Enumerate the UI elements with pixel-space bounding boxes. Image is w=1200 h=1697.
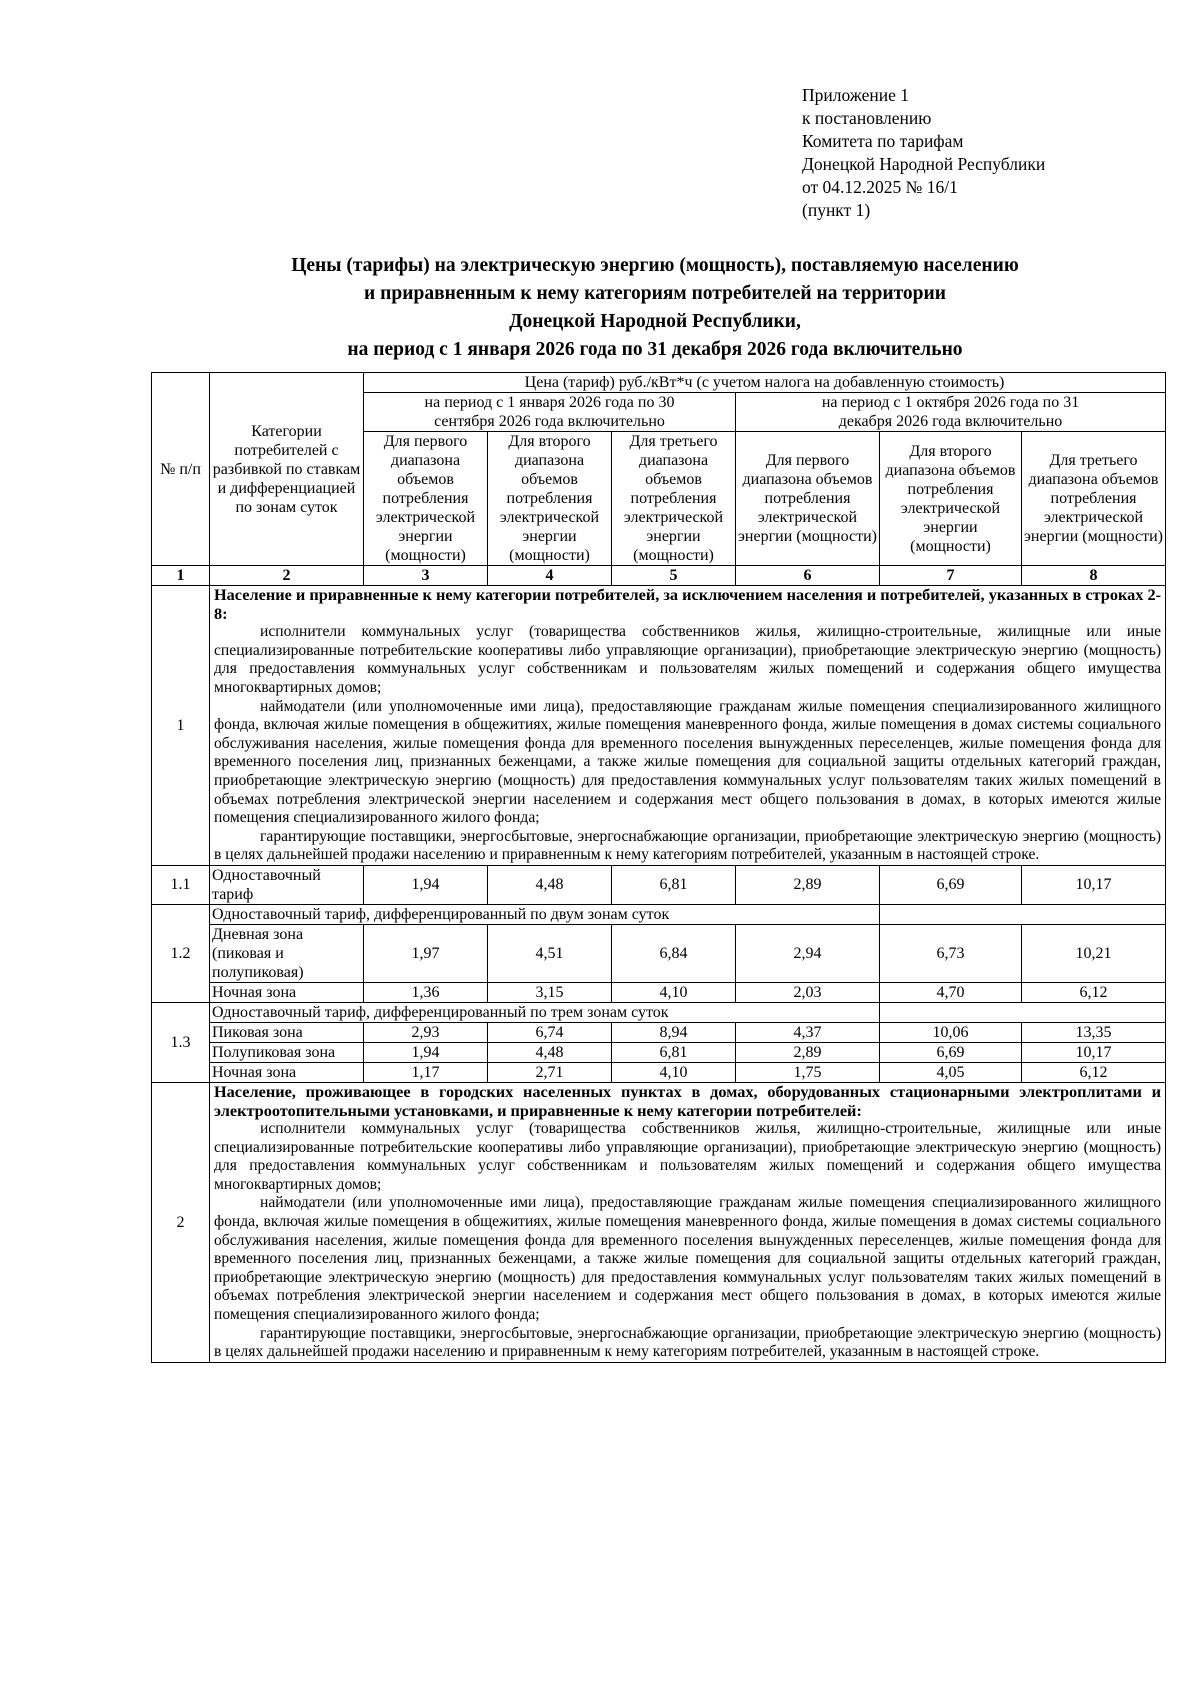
appendix-line: Донецкой Народной Республики [802,154,1046,174]
tariff-value: 1,94 [364,1042,488,1062]
header-num: № п/п [152,373,210,566]
tariff-value: 4,70 [880,982,1022,1002]
tariff-value: 13,35 [1022,1022,1166,1042]
empty-cell [880,904,1166,924]
tariff-value: 4,37 [736,1022,880,1042]
col-number: 8 [1022,566,1166,586]
tariff-table [151,372,1166,1363]
row-label: Ночная зона [210,982,364,1002]
col-number: 3 [364,566,488,586]
row-label: Дневная зона (пиковая и полупиковая) [210,924,364,982]
tariff-value: 6,12 [1022,1062,1166,1082]
appendix-line: Комитета по тарифам [802,131,964,151]
tariff-value: 4,10 [612,982,736,1002]
tariff-value: 8,94 [612,1022,736,1042]
col-number: 4 [488,566,612,586]
subtitle-row [152,1002,1166,1022]
tariff-value: 4,10 [612,1062,736,1082]
section-description [210,1082,1166,1362]
header-price: Цена (тариф) руб./кВт*ч (с учетом налога на добавленную стоимость) [364,373,1166,393]
tariff-row [152,982,1166,1002]
section-row [152,586,1166,866]
title-line: Цены (тарифы) на электрическую энергию (мощность), поставляемую населению [291,255,1019,276]
row-label: Ночная зона [210,1062,364,1082]
tariff-value: 4,51 [488,924,612,982]
tariff-value: 1,94 [364,865,488,904]
row-num: 1.3 [152,1002,210,1082]
row-num: 1.1 [152,865,210,904]
row-label: Одноставочный тариф [210,865,364,904]
tariff-value: 2,89 [736,865,880,904]
document-title [150,252,1160,364]
tariff-value: 2,03 [736,982,880,1002]
tariff-value: 2,89 [736,1042,880,1062]
row-label: Пиковая зона [210,1022,364,1042]
tariff-value: 6,12 [1022,982,1166,1002]
header-period-1: на период с 1 января 2026 года по 30 сентября 2026 года включительно [364,393,736,432]
tariff-value: 6,69 [880,865,1022,904]
header-category: Категории потребителей с разбивкой по ставкам и дифференциацией по зонам суток [210,373,364,566]
title-line: на период с 1 января 2026 года по 31 декабря 2026 года включительно [347,339,963,360]
row-num: 1.2 [152,904,210,1002]
section-heading: Население и приравненные к нему категории потребителей, за исключением населения и потребителей, указанных в строках 2-8: [214,585,1162,623]
tariff-value: 4,48 [488,865,612,904]
col-number: 1 [152,566,210,586]
tariff-value: 6,74 [488,1022,612,1042]
tariff-row [152,865,1166,904]
title-line: и приравненным к нему категориям потребителей на территории [364,283,946,304]
tariff-value: 6,81 [612,865,736,904]
tariff-value: 10,21 [1022,924,1166,982]
section-paragraph: наймодатели (или уполномоченные ими лица), предоставляющие гражданам жилые помещения специализированного жилищного фонда, включая жилые помещения в общежитиях, жилые помещения маневренного фонда, жилые помещения в домах системы социального обслуживания населения, жилые помещения фонда для временного поселения вынужденных переселенцев, жилые помещения фонда для временного поселения лиц, признанных беженцами, а также жилые помещения для социальной защиты отдельных категорий граждан, приобретающие электрическую энергию (мощность) для предоставления коммунальных услуг пользователям таких жилых помещений в объемах потребления электрической энергии населением и содержания мест общего пользования в домах, в которых имеются жилые помещения специализированного жилого фонда; [214,1194,1162,1324]
appendix-block [802,84,1045,222]
tariff-value: 2,71 [488,1062,612,1082]
title-line: Донецкой Народной Республики, [509,311,801,332]
col-number: 6 [736,566,880,586]
section-heading: Население, проживающее в городских населенных пунктах в домах, оборудованных стационарными электроплитами и электроотопительными установками, и приравненные к нему категории потребителей: [214,1081,1162,1120]
tariff-row [152,1042,1166,1062]
header-range-3: Для третьего диапазона объемов потребления электрической энергии (мощности) [1022,432,1166,566]
col-number: 2 [210,566,364,586]
row-subtitle: Одноставочный тариф, дифференцированный по трем зонам суток [210,1002,880,1022]
section-paragraph: гарантирующие поставщики, энергосбытовые, энергоснабжающие организации, приобретающие электрическую энергию (мощность) в целях дальнейшей продажи населению и приравненным к нему категориям потребителей, указанным в настоящей строке. [214,1324,1162,1361]
tariff-value: 6,73 [880,924,1022,982]
tariff-value: 10,17 [1022,865,1166,904]
tariff-value: 6,69 [880,1042,1022,1062]
section-paragraph: исполнители коммунальных услуг (товарищества собственников жилья, жилищно-строительные, жилищные или иные специализированные потребительские кооперативы либо управляющие организации), приобретающие электрическую энергию (мощность) для предоставления коммунальных услуг собственникам и пользователям жилых помещений и содержания общего имущества многоквартирных домов; [214,623,1162,696]
tariff-value: 4,48 [488,1042,612,1062]
header-range-3: Для третьего диапазона объемов потребления электрической энергии (мощности) [612,432,736,566]
tariff-value: 6,81 [612,1042,736,1062]
tariff-value: 2,93 [364,1022,488,1042]
empty-cell [880,1002,1166,1022]
appendix-line: к постановлению [802,108,932,128]
appendix-line: (пункт 1) [802,200,871,220]
tariff-value: 1,75 [736,1062,880,1082]
tariff-value: 1,97 [364,924,488,982]
header-range-2: Для второго диапазона объемов потребления электрической энергии (мощности) [488,432,612,566]
tariff-row [152,924,1166,982]
row-label: Полупиковая зона [210,1042,364,1062]
tariff-row [152,1062,1166,1082]
column-number-row [152,566,1166,586]
header-range-2: Для второго диапазона объемов потребления электрической энергии (мощности) [880,432,1022,566]
section-description [210,586,1166,866]
col-number: 7 [880,566,1022,586]
appendix-line: Приложение 1 [802,85,910,105]
section-paragraph: гарантирующие поставщики, энергосбытовые, энергоснабжающие организации, приобретающие электрическую энергию (мощность) в целях дальнейшей продажи населению и приравненным к нему категориям потребителей, указанным в настоящей строке. [214,827,1162,864]
appendix-line: от 04.12.2025 № 16/1 [802,177,958,197]
section-num: 2 [152,1082,210,1362]
header-period-2: на период с 1 октября 2026 года по 31 декабря 2026 года включительно [736,393,1166,432]
subtitle-row [152,904,1166,924]
row-subtitle: Одноставочный тариф, дифференцированный по двум зонам суток [210,904,880,924]
tariff-value: 3,15 [488,982,612,1002]
tariff-value: 4,05 [880,1062,1022,1082]
tariff-value: 1,36 [364,982,488,1002]
section-paragraph: наймодатели (или уполномоченные ими лица), предоставляющие гражданам жилые помещения специализированного жилищного фонда, включая жилые помещения в общежитиях, жилые помещения маневренного фонда, жилые помещения в домах системы социального обслуживания населения, жилые помещения фонда для временного поселения вынужденных переселенцев, жилые помещения фонда для временного поселения лиц, признанных беженцами, а также жилые помещения для социальной защиты отдельных категорий граждан, приобретающие электрическую энергию (мощность) для предоставления коммунальных услуг пользователям таких жилых помещений в объемах потребления электрической энергии населением и содержания мест общего пользования в домах, в которых имеются жилые помещения специализированного жилого фонда; [214,697,1162,827]
tariff-value: 2,94 [736,924,880,982]
section-row [152,1082,1166,1362]
section-num: 1 [152,586,210,866]
header-range-1: Для первого диапазона объемов потребления электрической энергии (мощности) [364,432,488,566]
tariff-value: 6,84 [612,924,736,982]
tariff-value: 1,17 [364,1062,488,1082]
col-number: 5 [612,566,736,586]
tariff-row [152,1022,1166,1042]
header-range-1: Для первого диапазона объемов потребления электрической энергии (мощности) [736,432,880,566]
header-row [152,373,1166,393]
section-paragraph: исполнители коммунальных услуг (товарищества собственников жилья, жилищно-строительные, жилищные или иные специализированные потребительские кооперативы либо управляющие организации), приобретающие электрическую энергию (мощность) для предоставления коммунальных услуг собственникам и пользователям жилых помещений и содержания общего имущества многоквартирных домов; [214,1120,1162,1193]
tariff-value: 10,17 [1022,1042,1166,1062]
tariff-value: 10,06 [880,1022,1022,1042]
